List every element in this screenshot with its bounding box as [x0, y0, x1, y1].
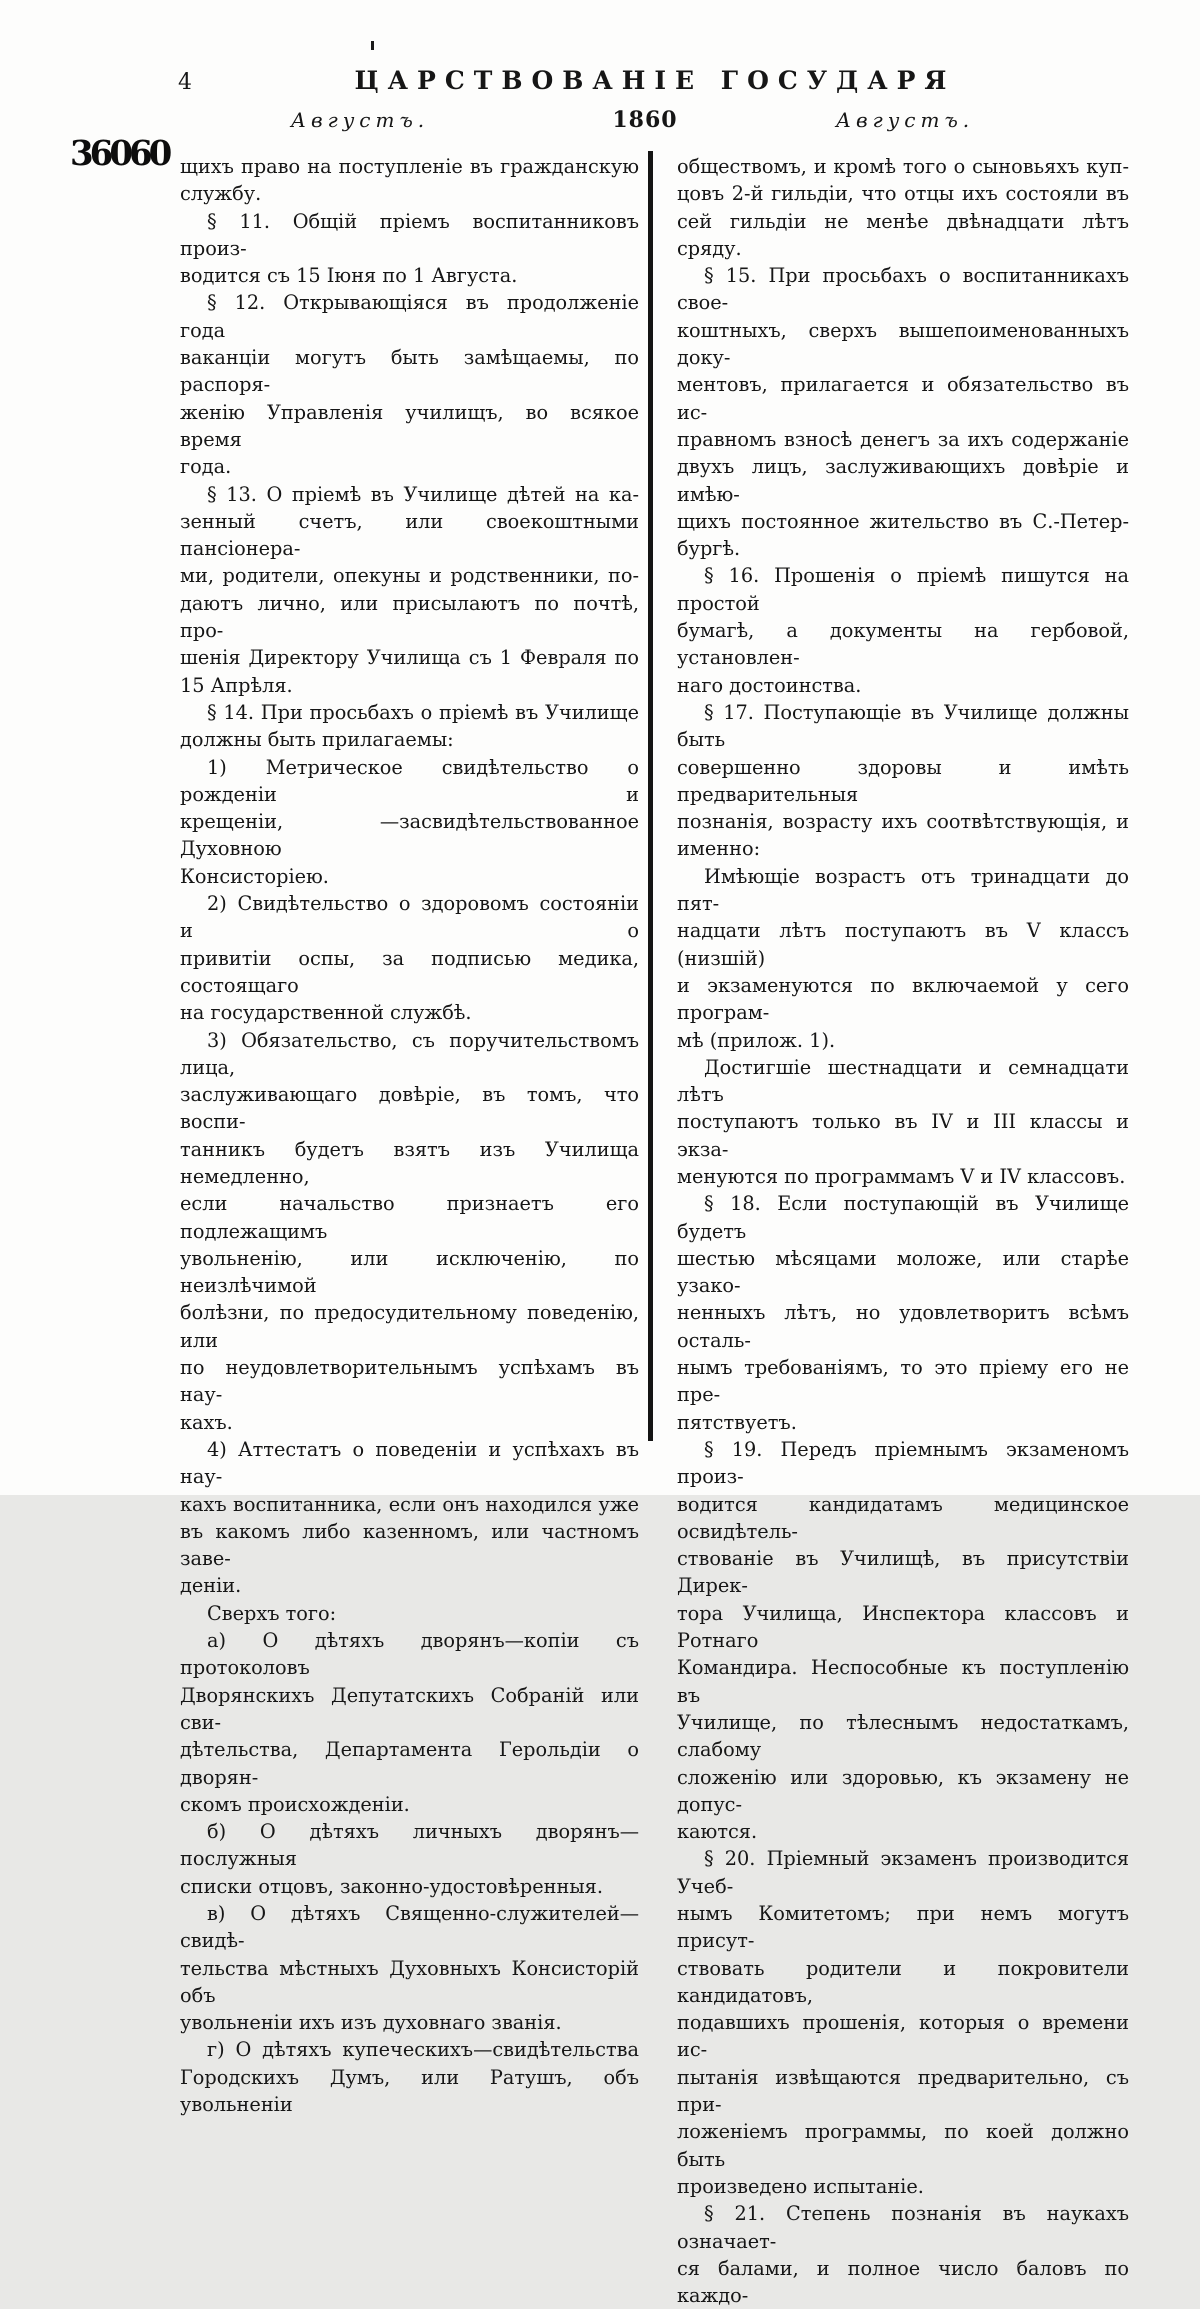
- year-heading: 1860: [612, 107, 678, 133]
- text-line: увольненію, или исключенію, по неизлѣчимой: [180, 1246, 639, 1298]
- text-line: ствовать родители и покровители кандидатовъ,: [677, 1956, 1129, 2007]
- text-line: службу.: [180, 182, 262, 206]
- text-line: ментовъ, прилагается и обязательство въ ис-: [677, 373, 1129, 424]
- text-line: Консисторіею.: [180, 864, 329, 888]
- text-line: кахъ.: [180, 1410, 233, 1434]
- scan-speck: [371, 41, 374, 50]
- text-line: двухъ лицъ, заслуживающихъ довѣріе и имѣю-: [677, 455, 1129, 506]
- text-line: списки отцовъ, законно-удостовѣренныя.: [180, 1874, 603, 1898]
- text-line: въ какомъ либо казенномъ, или частномъ заве-: [180, 1519, 639, 1571]
- text-line: § 16. Прошенія о пріемѣ пишутся на простой: [677, 564, 1129, 615]
- text-line: привитіи оспы, за подписью медика, состоящаго: [180, 946, 639, 997]
- text-line: § 15. При просьбахъ о воспитанникахъ свое-: [677, 264, 1129, 315]
- text-line: щихъ право на поступленіе въ гражданскую: [180, 155, 639, 178]
- column-divider-rule: [648, 151, 653, 1441]
- text-line: деніи.: [180, 1574, 242, 1598]
- text-line: г) О дѣтяхъ купеческихъ—свидѣтельства: [207, 2038, 639, 2062]
- text-line: Дворянскихъ Депутатскихъ Собраній или сви-: [180, 1683, 639, 1734]
- text-line: § 21. Степень познанія въ наукахъ означает-: [677, 2202, 1129, 2253]
- text-column-right: [677, 153, 1129, 2309]
- text-line: Командира. Неспособные къ поступленію въ: [677, 1656, 1129, 1707]
- text-line: цовъ 2-й гильдіи, что отцы ихъ состояли въ: [677, 182, 1129, 206]
- text-line: кахъ воспитанника, если онъ находился уже: [180, 1492, 639, 1516]
- text-line: § 12. Открывающіяся въ продолженіе года: [180, 291, 639, 342]
- text-line: бургѣ.: [677, 537, 741, 561]
- text-line: § 20. Пріемный экзаменъ производится Учеб-: [677, 1847, 1129, 1898]
- text-line: бумагѣ, а документы на гербовой, установлен-: [677, 619, 1129, 670]
- text-line: произведено испытаніе.: [677, 2174, 924, 2198]
- text-line: б) О дѣтяхъ личныхъ дворянъ—послужныя: [180, 1820, 639, 1871]
- text-line: шенія Директору Училища съ 1 Февраля по: [180, 646, 639, 670]
- text-line: щихъ постоянное жительство въ С.-Петер-: [677, 509, 1129, 533]
- month-heading-left: Августъ.: [290, 108, 430, 132]
- text-line: увольненіи ихъ изъ духовнаго званія.: [180, 2011, 562, 2035]
- text-line: года.: [180, 455, 232, 479]
- text-line: зенный счетъ, или своекоштными пансіонера-: [180, 509, 639, 561]
- text-line: Сверхъ того:: [207, 1601, 337, 1625]
- text-line: танникъ будетъ взятъ изъ Училища немедленно,: [180, 1137, 639, 1188]
- text-line: женію Управленія училищъ, во всякое время: [180, 400, 639, 451]
- text-line: дѣтельства, Департамента Герольдіи о дворян-: [180, 1738, 639, 1789]
- text-line: 4) Аттестатъ о поведеніи и успѣхахъ въ нау-: [180, 1437, 639, 1489]
- text-line: болѣзни, по предосудительному поведенію, или: [180, 1301, 639, 1352]
- text-line: § 17. Поступающіе въ Училище должны быть: [677, 700, 1129, 752]
- text-line: по неудовлетворительнымъ успѣхамъ въ нау-: [180, 1356, 639, 1407]
- text-line: сей гильдіи не менѣе двѣнадцати лѣтъ сряду.: [677, 209, 1129, 260]
- text-line: тельства мѣстныхъ Духовныхъ Консисторій объ: [180, 1956, 639, 2007]
- text-line: водится кандидатамъ медицинское освидѣтель-: [677, 1492, 1129, 1543]
- month-heading-right: Августъ.: [835, 108, 975, 132]
- text-line: Городскихъ Думъ, или Ратушъ, объ увольненіи: [180, 2065, 639, 2117]
- text-line: тора Училища, Инспектора классовъ и Ротнаго: [677, 1601, 1129, 1653]
- text-line: ми, родители, опекуны и родственники, по-: [180, 564, 639, 588]
- text-line: каются.: [677, 1820, 758, 1844]
- text-line: § 14. При просьбахъ о пріемѣ въ Училище: [207, 700, 639, 724]
- text-line: скомъ происхожденіи.: [180, 1792, 410, 1816]
- text-line: на государственной службѣ.: [180, 1001, 472, 1025]
- text-line: Имѣющіе возрастъ отъ тринадцати до пят-: [677, 864, 1129, 916]
- text-line: надцати лѣтъ поступаютъ въ V классъ (низшій): [677, 919, 1129, 970]
- text-line: ложеніемъ программы, по коей должно быть: [677, 2120, 1129, 2171]
- text-line: совершенно здоровы и имѣть предварительныя: [677, 755, 1129, 806]
- text-line: менуются по программамъ V и IV классовъ.: [677, 1164, 1126, 1188]
- text-line: 2) Свидѣтельство о здоровомъ состояніи и о: [180, 892, 639, 943]
- text-line: если начальство признаетъ его подлежащимъ: [180, 1192, 639, 1243]
- text-line: Достигшіе шестнадцати и семнадцати лѣтъ: [677, 1055, 1129, 1107]
- text-line: коштныхъ, сверхъ вышепоименованныхъ доку-: [677, 318, 1129, 370]
- text-line: ваканціи могутъ быть замѣщаемы, по распоря-: [180, 346, 639, 397]
- text-line: крещеніи, —засвидѣтельствованное Духовною: [180, 810, 639, 861]
- text-line: в) О дѣтяхъ Священно-служителей—свидѣ-: [180, 1902, 639, 1953]
- text-line: обществомъ, и кромѣ того о сыновьяхъ куп-: [677, 155, 1129, 178]
- text-line: § 18. Если поступающій въ Училище будетъ: [677, 1192, 1129, 1243]
- text-line: а) О дѣтяхъ дворянъ—копіи съ протоколовъ: [180, 1629, 639, 1680]
- text-line: правномъ взносѣ денегъ за ихъ содержаніе: [677, 427, 1129, 451]
- text-line: ненныхъ лѣтъ, но удовлетворитъ всѣмъ осталь-: [677, 1301, 1129, 1352]
- text-line: поступаютъ только въ IV и III классы и экза-: [677, 1110, 1129, 1161]
- text-line: и экзаменуются по включаемой у сего програм-: [677, 973, 1129, 1025]
- text-line: § 19. Передъ пріемнымъ экзаменомъ произ-: [677, 1437, 1129, 1489]
- text-line: 1) Метрическое свидѣтельство о рожденіи и: [180, 755, 639, 806]
- text-line: шестью мѣсяцами моложе, или старѣе узако-: [677, 1246, 1129, 1298]
- text-line: даютъ лично, или присылаютъ по почтѣ, про-: [180, 591, 639, 643]
- text-line: ствованіе въ Училищѣ, въ присутствіи Дирек-: [677, 1547, 1129, 1598]
- text-line: заслуживающаго довѣріе, въ томъ, что воспи-: [180, 1083, 639, 1134]
- text-line: § 13. О пріемѣ въ Училище дѣтей на ка-: [207, 482, 639, 506]
- text-line: пятствуетъ.: [677, 1410, 797, 1434]
- text-line: должны быть прилагаемы:: [180, 728, 454, 752]
- text-line: нымъ Комитетомъ; при немъ могутъ присут-: [677, 1902, 1129, 1953]
- text-column-left: [180, 153, 639, 2118]
- text-line: водится съ 15 Іюня по 1 Августа.: [180, 264, 518, 288]
- text-line: 3) Обязательство, съ поручительствомъ лица,: [180, 1028, 639, 1079]
- text-line: познанія, возрасту ихъ соотвѣтствующія, и: [677, 810, 1129, 834]
- text-line: нымъ требованіямъ, то это пріему его не пре-: [677, 1356, 1129, 1407]
- text-line: Училище, по тѣлеснымъ недостаткамъ, слабому: [677, 1710, 1129, 1762]
- text-line: именно:: [677, 837, 761, 861]
- page-number: 4: [178, 70, 192, 95]
- text-line: наго достоинства.: [677, 673, 862, 697]
- text-line: 15 Апрѣля.: [180, 673, 293, 697]
- text-line: мѣ (прилож. 1).: [677, 1028, 836, 1052]
- text-line: ся балами, и полное число баловъ по каждо-: [677, 2256, 1129, 2308]
- act-number-margin: 36060: [70, 133, 169, 175]
- text-line: пытанія извѣщаются предварительно, съ при-: [677, 2065, 1129, 2117]
- text-line: сложенію или здоровью, къ экзамену не допус-: [677, 1765, 1129, 1816]
- text-line: подавшихъ прошенія, которыя о времени ис-: [677, 2011, 1129, 2062]
- text-line: § 11. Общій пріемъ воспитанниковъ произ-: [180, 209, 639, 260]
- running-title: ЦАРСТВОВАНІЕ ГОСУДАРЯ: [354, 66, 956, 95]
